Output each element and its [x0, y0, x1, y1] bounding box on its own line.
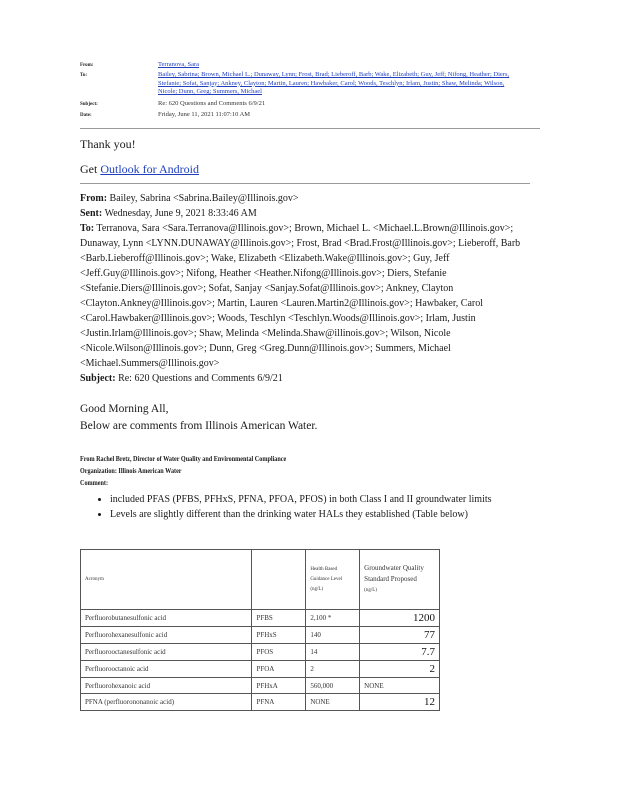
row-name: Perfluorooctanesulfonic acid [81, 644, 252, 661]
get-prefix: Get [80, 162, 101, 176]
comment-label: Comment: [80, 478, 109, 487]
row-hbgl: NONE [306, 694, 360, 711]
table-row [81, 678, 440, 694]
table-row [81, 627, 440, 644]
bullet-item: • included PFAS (PFBS, PFHxS, PFNA, PFOA, PFOS) in both Class I and II groundwater limits [110, 492, 492, 507]
row-name: Perfluorooctanoic acid [81, 661, 252, 678]
recipients-link[interactable]: Bailey, Sabrina; Brown, Michael L.; Dunaway, Lynn; Frost, Brad; Lieberoff, Barb; Wake, Elizabeth; Guy, Jeff; Nifong, Heather; Diers, Stefanie; Sofat, Sanjay; Ankney, Clayton; Martin, Lauren; Hawbaker, Carol; Woods, Teschlyn; Irlam, Justin; Shaw, Melinda; Wilson, Nicole; Dunn, Greg; Summers, Michael [158, 71, 510, 96]
row-gw: 12 [360, 694, 440, 711]
row-name: Perfluorobutanesulfonic acid [81, 610, 252, 627]
forwarded-subject [80, 371, 535, 386]
comment-bullets [96, 492, 492, 522]
header-to-value [158, 71, 518, 97]
forwarded-sent-label: Sent: [80, 208, 103, 219]
row-hbgl: 140 [306, 627, 360, 644]
forwarded-subject-value: Re: 620 Questions and Comments 6/9/21 [118, 373, 283, 384]
reply-divider [80, 183, 530, 184]
header-subject-label: Subject: [80, 102, 98, 107]
header-divider [80, 128, 540, 129]
header-gw-unit: (ng/L) [364, 588, 377, 593]
header-gw [360, 550, 440, 610]
bullet-item: • Levels are slightly different than the drinking water HALs they established (Table below) [110, 507, 492, 522]
forwarded-sent-value: Wednesday, June 9, 2021 8:33:46 AM [104, 208, 257, 219]
forwarded-from-label: From: [80, 193, 108, 204]
header-empty [252, 550, 306, 610]
row-hbgl: 560,000 [306, 678, 360, 694]
sender-link[interactable]: Terranova, Sara [158, 61, 200, 68]
header-hbgl [306, 550, 360, 610]
forwarded-to-value: Terranova, Sara <Sara.Terranova@Illinois.gov>; Brown, Michael L. <Michael.L.Brown@Illinois.gov>; Dunaway, Lynn <LYNN.DUNAWAY@Illinois.gov>; Frost, Brad <Brad.Frost@Illinois.gov>; Lieberoff, Barb <Barb.Lieberoff@Illinois.gov>; Wake, Elizabeth <Elizabeth.Wake@Illinois.gov>; Guy, Jeff <Jeff.Guy@Illinois.gov>; Nifong, Heather <Heather.Nifong@Illinois.gov>; Diers, Stefanie <Stefanie.Diers@Illinois.gov>; Sofat, Sanjay <Sanjay.Sofat@Illinois.gov>; Ankney, Clayton <Clayton.Ankney@Illinois.gov>; Martin, Lauren <Lauren.Martin2@Illinois.gov>; Hawbaker, Carol <Carol.Hawbaker@Illinois.gov>; Woods, Teschlyn <Teschlyn.Woods@Illinois.gov>; Irlam, Justin <Justin.Irlam@Illinois.gov>; Shaw, Melinda <Melinda.Shaw@illinois.gov>; Wilson, Nicole <Nicole.Wilson@Illinois.gov>; Dunn, Greg <Greg.Dunn@Illinois.gov>; Summers, Michael <Michael.Summers@Illinois.gov> [80, 223, 521, 369]
table-row [81, 661, 440, 678]
row-abbr: PFHxA [252, 678, 306, 694]
thanks-text: Thank you! [80, 137, 136, 151]
header-subject-value: Re: 620 Questions and Comments 6/9/21 [158, 100, 266, 107]
pfas-standards-table [80, 549, 440, 711]
row-abbr: PFOS [252, 644, 306, 661]
row-gw: 2 [360, 661, 440, 678]
header-date-label: Date: [80, 113, 92, 118]
header-acronym: Acronym [81, 550, 252, 610]
table-header-row [81, 550, 440, 610]
row-abbr: PFOA [252, 661, 306, 678]
header-hbgl-label: Health Based Guidance Level [310, 566, 343, 582]
header-date-value: Friday, June 11, 2021 11:07:10 AM [158, 111, 251, 118]
row-hbgl: 14 [306, 644, 360, 661]
greeting-text: Good Morning All, [80, 403, 169, 415]
row-hbgl: 2,100 * [306, 610, 360, 627]
outlook-android-link[interactable]: Outlook for Android [100, 162, 199, 176]
forwarded-to-label: To: [80, 223, 95, 234]
row-name: PFNA (perfluorononanoic acid) [81, 694, 252, 711]
comment-from-line: From Rachel Bretz, Director of Water Quality and Environmental Compliance [80, 454, 287, 463]
row-name: Perfluorohexanesulfonic acid [81, 627, 252, 644]
outlook-signature [80, 162, 199, 177]
row-gw: NONE [360, 678, 440, 694]
intro-text: Below are comments from Illinois American Water. [80, 420, 318, 432]
row-abbr: PFNA [252, 694, 306, 711]
forwarded-sent [80, 206, 535, 221]
row-abbr: PFHxS [252, 627, 306, 644]
row-gw: 7.7 [360, 644, 440, 661]
forwarded-from [80, 191, 535, 206]
row-name: Perfluorohexanoic acid [81, 678, 252, 694]
row-gw: 77 [360, 627, 440, 644]
header-gw-label: Groundwater Quality Standard Proposed [364, 564, 424, 583]
header-from-label: From: [80, 63, 94, 68]
row-gw: 1200 [360, 610, 440, 627]
table-row [81, 644, 440, 661]
row-hbgl: 2 [306, 661, 360, 678]
header-hbgl-unit: (ng/L) [310, 586, 324, 592]
forwarded-subject-label: Subject: [80, 373, 116, 384]
header-to-label: To: [80, 73, 88, 78]
forwarded-to [80, 221, 535, 371]
table-row [81, 694, 440, 711]
forwarded-header [80, 191, 535, 386]
table-row [81, 610, 440, 627]
comment-organization-line: Organization: Illinois American Water [80, 466, 182, 475]
row-abbr: PFBS [252, 610, 306, 627]
header-from-value [158, 61, 199, 70]
forwarded-from-value: Bailey, Sabrina <Sabrina.Bailey@Illinois.gov> [109, 193, 299, 204]
